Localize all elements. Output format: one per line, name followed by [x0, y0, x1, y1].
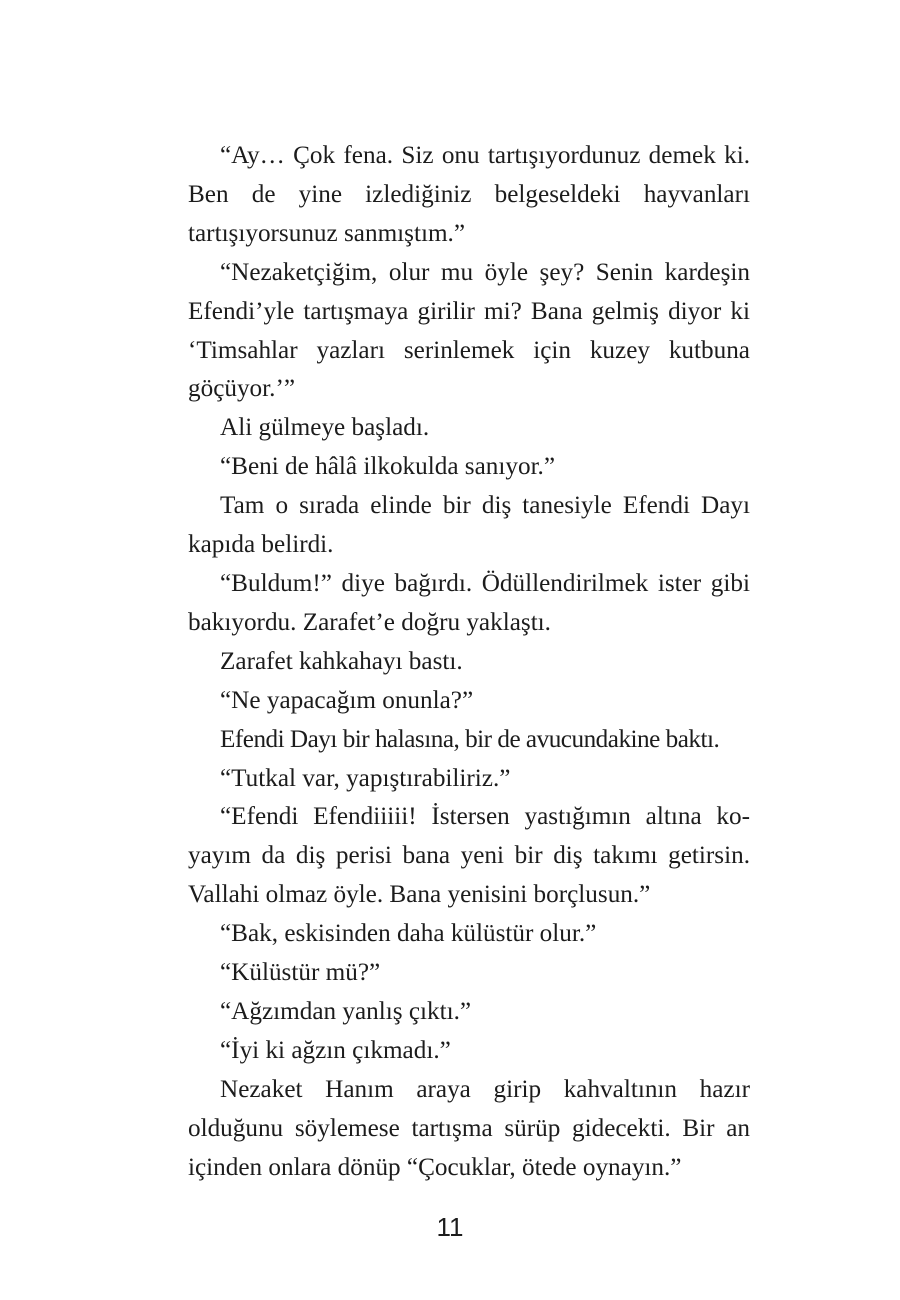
body-text: [188, 137, 750, 1187]
paragraph: Nezaket Hanım araya girip kahvaltının hazır olduğunu söylemese tartışma sürüp gidecekti. Bir an içinden onlara dönüp “Çocuklar, ötede oynayın.”: [188, 1075, 750, 1181]
page-number: 11: [436, 1212, 464, 1242]
paragraph: “İyi ki ağzın çıkmadı.”: [220, 1036, 451, 1064]
paragraph: Ali gülmeye başladı.: [220, 414, 430, 442]
paragraph: “Bak, eskisinden daha külüstür olur.”: [220, 920, 597, 948]
paragraph: “Ağzımdan yanlış çıktı.”: [220, 997, 472, 1025]
paragraph: Efendi Dayı bir halasına, bir de avucundakine baktı.: [220, 725, 720, 753]
paragraph: Zarafet kahkahayı bastı.: [220, 647, 463, 675]
paragraph: “Tutkal var, yapıştırabiliriz.”: [220, 764, 511, 792]
paragraph: “Külüstür mü?”: [220, 959, 381, 987]
paragraph: “Ne yapacağım onunla?”: [220, 686, 474, 714]
paragraph: “Buldum!” diye bağırdı. Ödüllendirilmek ister gibi bakıyordu. Zarafet’e doğru yaklaştı.: [188, 569, 750, 636]
paragraph: “Efendi Efendiiiii! İstersen yastığımın altına koyayım da diş perisi bana yeni bir diş takımı getirsin. Vallahi olmaz öyle. Bana yenisini borçlusun.”: [188, 803, 750, 909]
paragraph: “Nezaketçiğim, olur mu öyle şey? Senin kardeşin Efendi’yle tartışmaya girilir mi? Bana gelmiş diyor ki ‘Timsahlar yazları serinlemek için kuzey kutbuna göçüyor.’”: [188, 258, 750, 403]
paragraph: Tam o sırada elinde bir diş tanesiyle Efendi Dayı kapıda belirdi.: [188, 492, 750, 559]
paragraph: “Beni de hâlâ ilkokulda sanıyor.”: [220, 453, 556, 481]
paragraph: “Ay… Çok fena. Siz onu tartışıyordunuz demek ki. Ben de yine izlediğiniz belgeseldeki hayvanları tartışıyorsunuz sanmıştım.”: [188, 142, 750, 247]
